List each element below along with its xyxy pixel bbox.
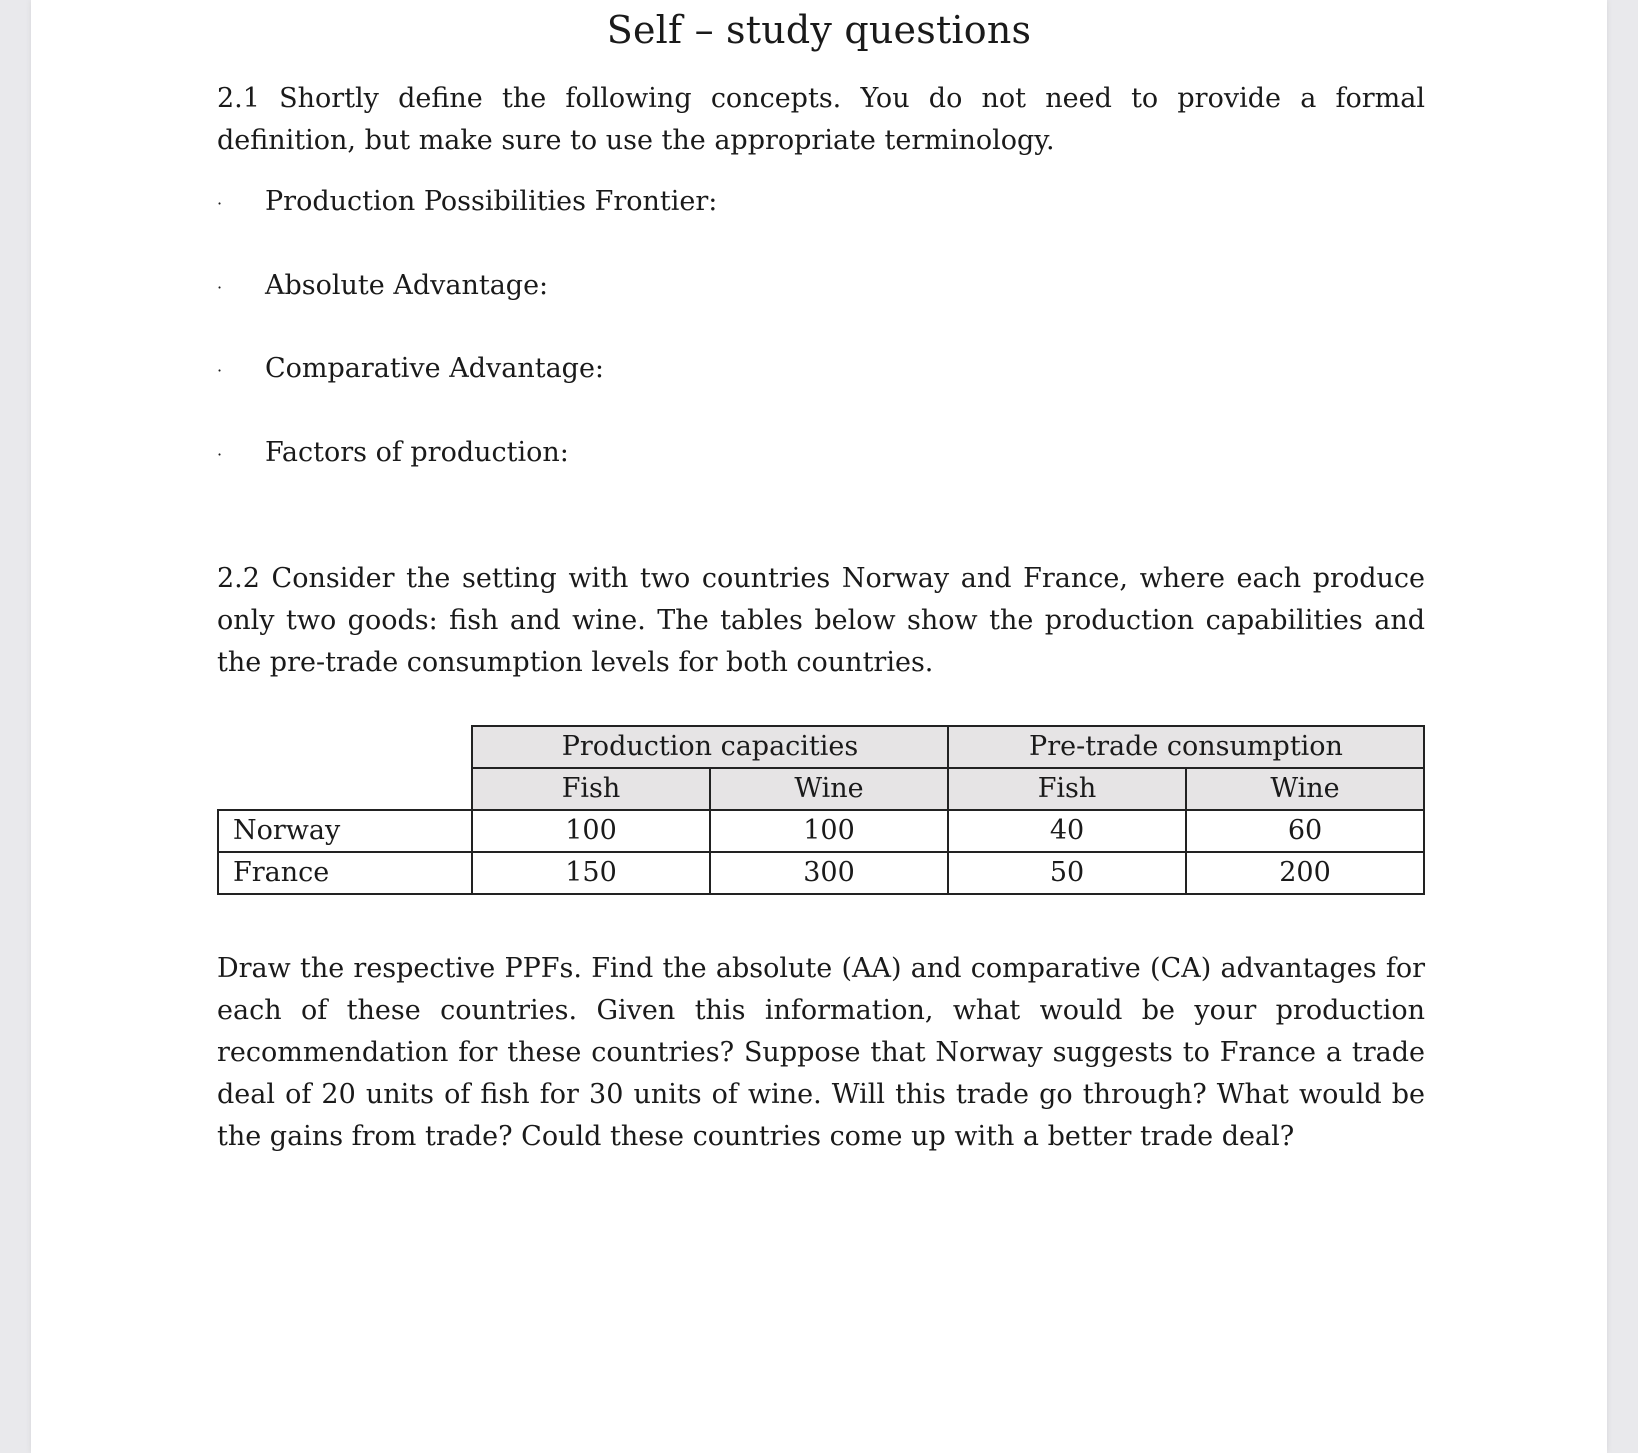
sub-header-cell: Fish [472, 768, 710, 810]
table-cell: 200 [1186, 852, 1424, 894]
bullet-dot: · [217, 361, 223, 380]
row-label-country: France [218, 852, 472, 894]
table-cell: 100 [710, 810, 948, 852]
table-sub-header-row [218, 768, 1424, 810]
table-cell: 60 [1186, 810, 1424, 852]
table-cell: 300 [710, 852, 948, 894]
concept-item-ppf [217, 182, 1317, 222]
question-2-2-task: Draw the respective PPFs. Find the absolute (AA) and comparative (CA) advantages for each of these countries. Given this information, what would be your production recommendation for these countries? Suppose that Norway suggests to France a trade deal of 20 units of fish for 30 units of wine. Will this trade go through? What would be the gains from trade? Could these countries come up with a better trade deal? [217, 953, 1425, 1152]
concept-item-comparative-advantage [217, 349, 1317, 389]
table-corner-cell [218, 726, 472, 768]
sub-header-cell: Fish [948, 768, 1186, 810]
concept-label: Factors of production: [265, 437, 569, 468]
table-cell: 40 [948, 810, 1186, 852]
table-group-header-row [218, 726, 1424, 768]
bullet-dot: · [217, 278, 223, 297]
table-cell: 50 [948, 852, 1186, 894]
question-2-2-intro: 2.2 Consider the setting with two countries Norway and France, where each produce only two goods: fish and wine. The tables below show the production capabilities and the pre-trade consumption levels for both countries. [217, 563, 1425, 678]
table-cell: 100 [472, 810, 710, 852]
table-corner-cell [218, 768, 472, 810]
concept-label: Comparative Advantage: [265, 353, 605, 384]
table-row [218, 852, 1424, 894]
concept-item-factors-of-production [217, 433, 1317, 473]
bullet-dot: · [217, 194, 223, 213]
concept-label: Absolute Advantage: [265, 270, 549, 301]
concept-item-absolute-advantage [217, 266, 1317, 306]
group-header-production: Production capacities [472, 726, 948, 768]
question-2-1-text: 2.1 Shortly define the following concepts. You do not need to provide a formal definition, but make sure to use the appropriate terminology. [217, 83, 1425, 156]
sub-header-cell: Wine [710, 768, 948, 810]
row-label-country: Norway [218, 810, 472, 852]
page-title: Self – study questions [606, 8, 1032, 52]
production-consumption-table [217, 725, 1425, 895]
table-cell: 150 [472, 852, 710, 894]
concept-label: Production Possibilities Frontier: [265, 186, 718, 217]
sub-header-cell: Wine [1186, 768, 1424, 810]
document-page [31, 0, 1607, 1453]
group-header-consumption: Pre-trade consumption [948, 726, 1424, 768]
table-row [218, 810, 1424, 852]
bullet-dot: · [217, 445, 223, 464]
